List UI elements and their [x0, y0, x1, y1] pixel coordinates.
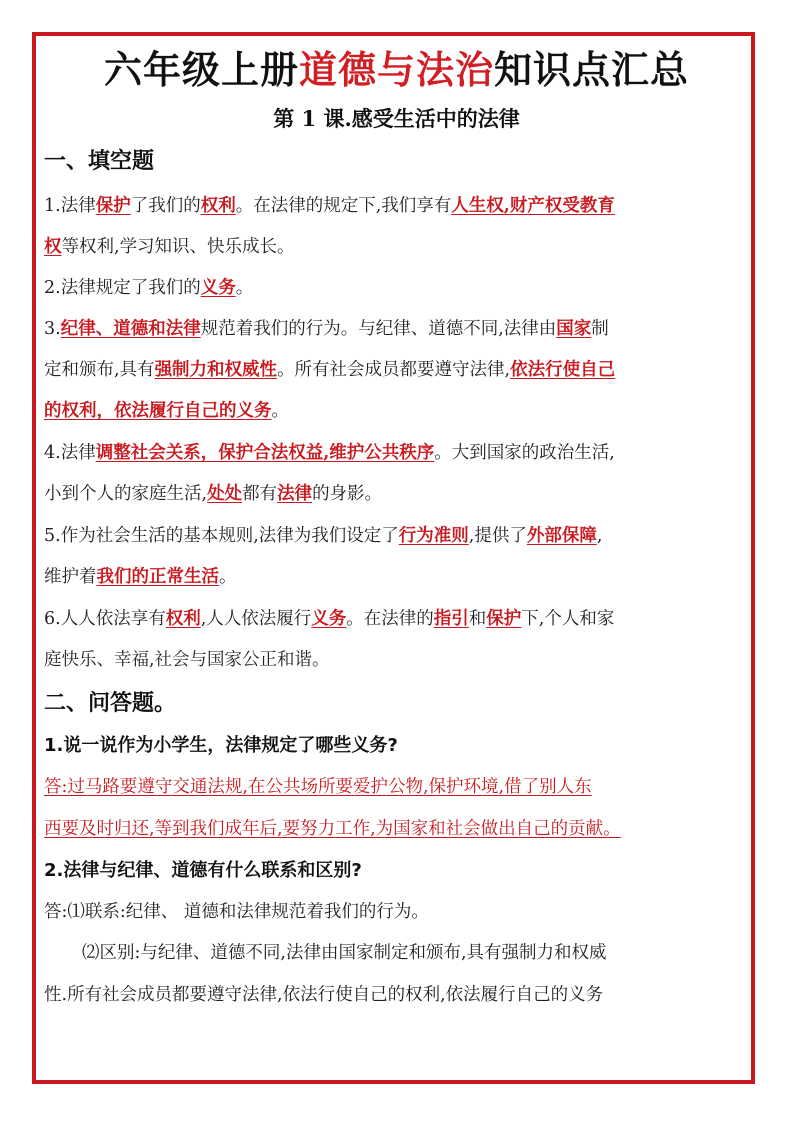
title-part-summary: 知识点汇总 — [494, 48, 690, 92]
fill-item-2: 2.法律规定了我们的义务。 — [44, 278, 254, 298]
qa-answer-1-line-2: 西要及时归还,等到我们成年后,要努力工作,为国家和社会做出自己的贡献。 — [44, 819, 621, 839]
title-part-grade: 六年级上册 — [103, 48, 299, 92]
section-heading-qa: 二、问答题。 — [44, 691, 177, 716]
fill-item-5-line-1: 5.作为社会生活的基本规则,法律为我们设定了行为准则,提供了外部保障, — [44, 526, 603, 546]
fill-item-4-line-1: 4.法律调整社会关系，保护合法权益,维护公共秩序。大到国家的政治生活, — [44, 443, 615, 463]
fill-item-3-line-1: 3.纪律、道德和法律规范着我们的行为。与纪律、道德不同,法律由国家制 — [44, 319, 609, 339]
section-heading-fill: 一、填空题 — [44, 149, 155, 174]
qa-answer-2-line-2: ⑵区别:与纪律、道德不同,法律由国家制定和颁布,具有强制力和权威 — [82, 943, 607, 963]
fill-item-1-line-1: 1.法律保护了我们的权利。在法律的规定下,我们享有人生权,财产权受教育 — [44, 196, 615, 216]
fill-item-1-line-2: 权等权利,学习知识、快乐成长。 — [44, 237, 295, 257]
qa-answer-1-line-1: 答:过马路要遵守交通法规,在公共场所要爱护公物,保护环境,借了别人东 — [44, 777, 592, 797]
fill-item-4-line-2: 小到个人的家庭生活,处处都有法律的身影。 — [44, 484, 383, 504]
lesson-title: 第 1 课.感受生活中的法律 — [273, 106, 520, 131]
fill-item-3-line-3: 的权利，依法履行自己的义务。 — [44, 401, 289, 421]
qa-question-1: 1.说一说作为小学生，法律规定了哪些义务? — [44, 735, 398, 756]
fill-item-6-line-2: 庭快乐、幸福,社会与国家公正和谐。 — [44, 650, 330, 670]
title-part-subject: 道德与法治 — [298, 48, 494, 92]
qa-question-2: 2.法律与纪律、道德有什么联系和区别? — [44, 860, 362, 881]
fill-item-5-line-2: 维护着我们的正常生活。 — [44, 567, 237, 587]
qa-answer-2-line-1: 答:⑴联系:纪律、 道德和法律规范着我们的行为。 — [44, 902, 429, 922]
page-title — [0, 46, 793, 94]
qa-answer-2-line-3: 性.所有社会成员都要遵守法律,依法行使自己的权利,依法履行自己的义务 — [44, 985, 604, 1005]
fill-item-6-line-1: 6.人人依法享有权利,人人依法履行义务。在法律的指引和保护下,个人和家 — [44, 609, 615, 629]
fill-item-3-line-2: 定和颁布,具有强制力和权威性。所有社会成员都要遵守法律,依法行使自己 — [44, 360, 616, 380]
